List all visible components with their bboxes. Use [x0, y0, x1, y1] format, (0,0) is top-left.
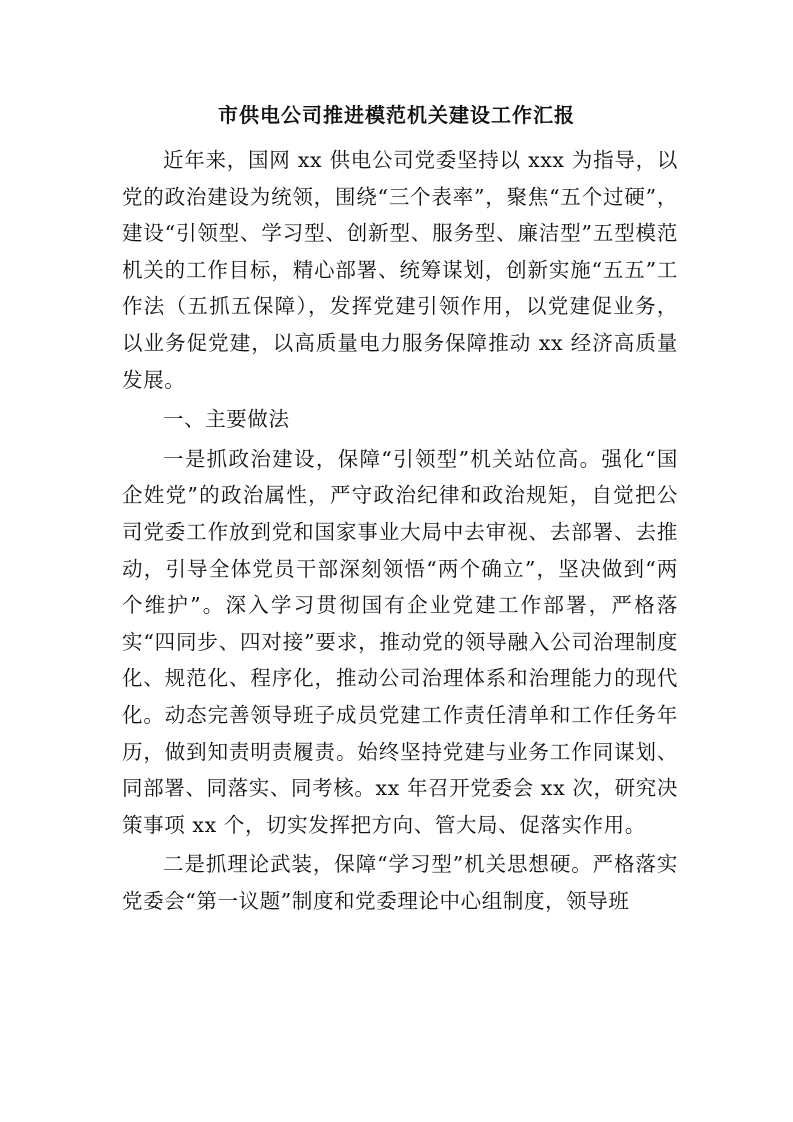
section-heading: 一、主要做法 — [163, 407, 290, 432]
intro-paragraph: 近年来，国网 xx 供电公司党委坚持以 xxx 为指导，以党的政治建设为统领，围绕“三个表率”，聚焦“五个过硬”，建设“引领型、学习型、创新型、服务型、廉洁型”五型模范机关的工作目标，精心部署、统筹谋划，创新实施“五五”工作法（五抓五保障），发挥党建引领作用，以党建促业务，以业务促党建，以高质量电力服务保障推动 xx 经济高质量发展。 — [122, 148, 678, 392]
document-body — [122, 142, 678, 919]
paragraph-theory-study: 二是抓理论武装，保障“学习型”机关思想硬。严格落实党委会“第一议题”制度和党委理论中心组制度，领导班 — [122, 852, 678, 913]
document-title: 市供电公司推进模范机关建设工作汇报 — [218, 103, 575, 127]
paragraph-political-building: 一是抓政治建设，保障“引领型”机关站位高。强化“国企姓党”的政治属性，严守政治纪律和政治规矩，自觉把公司党委工作放到党和国家事业大局中去审视、去部署、去推动，引导全体党员干部深刻领悟“两个确立”，坚决做到“两个维护”。深入学习贯彻国有企业党建工作部署，严格落实“四同步、四对接”要求，推动党的领导融入公司治理制度化、规范化、程序化，推动公司治理体系和治理能力的现代化。动态完善领导班子成员党建工作责任清单和工作任务年历，做到知责明责履责。始终坚持党建与业务工作同谋划、同部署、同落实、同考核。xx 年召开党委会 xx 次，研究决策事项 xx 个，切实发挥把方向、管大局、促落实作用。 — [122, 446, 678, 837]
